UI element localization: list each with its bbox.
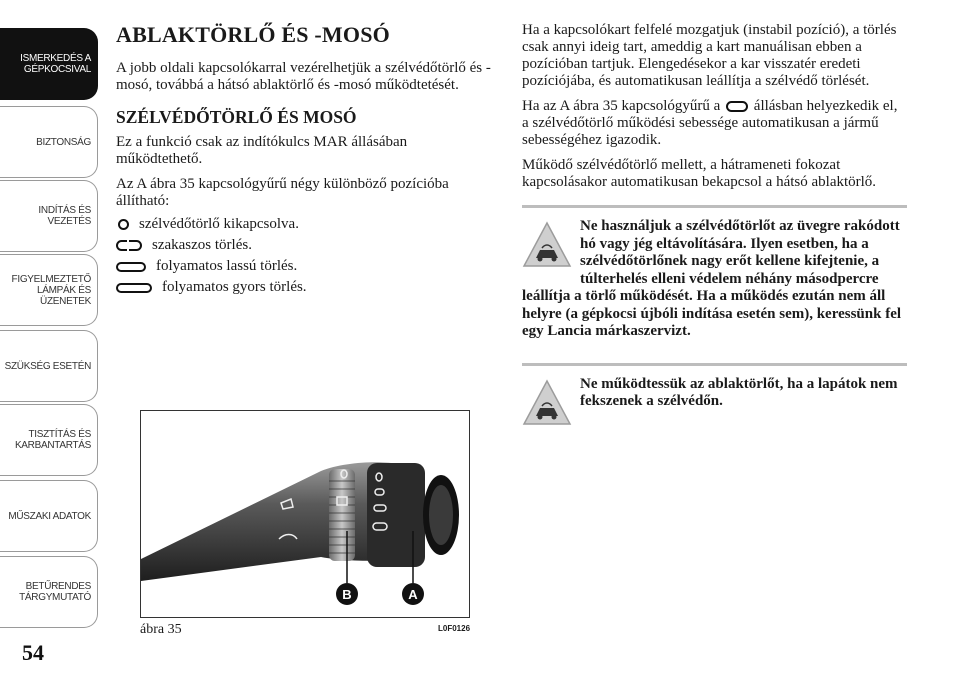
paragraph-mar: Ez a funkció csak az indítókulcs MAR állásában működtethető.: [116, 134, 408, 167]
list-item: szakaszos törlés.: [116, 235, 491, 256]
wiper-stalk-illustration: [141, 411, 470, 618]
tab-ismerkedes[interactable]: ISMERKEDÉS A GÉPKOCSIVAL: [0, 28, 98, 100]
page-number: 54: [22, 640, 44, 665]
callout-a-label: A: [408, 587, 418, 602]
slow-bar-icon: [116, 262, 146, 272]
paragraph-auto-speed: Ha az A ábra 35 kapcsológyűrű a állásban helyezkedik el, a szélvédőtörlő működési sebessége automatikusan a jármű sebességéhez igazodik.: [522, 98, 898, 148]
list-item: folyamatos gyors törlés.: [116, 277, 491, 298]
chapter-sidebar: [0, 0, 100, 686]
figure-caption: ábra 35: [140, 622, 182, 637]
auto-mode-icon: [726, 101, 748, 112]
left-column: [116, 22, 491, 298]
tab-szukseg[interactable]: SZÜKSÉG ESETÉN: [0, 330, 98, 402]
divider: [522, 205, 907, 208]
list-item: folyamatos lassú törlés.: [116, 256, 491, 277]
warning-triangle-icon: [522, 220, 572, 270]
figure-wiper-stalk: [140, 410, 470, 618]
tab-tisztitas[interactable]: TISZTÍTÁS ÉS KARBANTARTÁS: [0, 404, 98, 476]
callout-b-label: B: [342, 587, 352, 602]
paragraph-instabil: Ha a kapcsolókart felfelé mozgatjuk (instabil pozíció), a törlés csak annyi ideig tart, ameddig a kart manuálisan ebben a pozícióban tartjuk. Elengedésekor a kar visszatér eredeti pozíciójába, és automatikusan leállítja a szélvédő törlését.: [522, 22, 897, 89]
intermittent-icon: [116, 240, 142, 251]
tab-biztonsag[interactable]: BIZTONSÁG: [0, 106, 98, 178]
tab-inditas[interactable]: INDÍTÁS ÉS VEZETÉS: [0, 180, 98, 252]
figure-code: L0F0126: [438, 624, 471, 633]
right-column: [522, 22, 907, 430]
warning-box-snow: Ne használjuk a szélvédőtörlőt az üvegre rakódott hó vagy jég eltávolítására. Ilyen esetben, ha a szélvédőtörlőnek nagy erőt kellene kifejtenie, a túlterhelés elleni védelem néhány másodpercre leállítja a törlő működését. Ha a működés ezután nem áll helyre (a gépkocsi újbóli indítása esetén sem), keressünk fel egy Lancia márkaszervizt.: [522, 218, 902, 339]
fast-bar-icon: [116, 283, 152, 293]
warning-triangle-icon: [522, 378, 572, 428]
list-item: szélvédőtörlő kikapcsolva.: [116, 214, 491, 235]
paragraph-reverse: Működő szélvédőtörlő mellett, a hátrameneti fokozat kapcsolásakor automatikusan bekapcsol a hátsó ablaktörlő.: [522, 157, 877, 190]
position-list: [116, 214, 491, 298]
tab-figyelmezteto[interactable]: FIGYELMEZTETŐ LÁMPÁK ÉS ÜZENETEK: [0, 254, 98, 326]
paragraph-positions: Az A ábra 35 kapcsológyűrű négy különböző pozícióba állítható:: [116, 176, 449, 209]
section-title: SZÉLVÉDŐTÖRLŐ ÉS MOSÓ: [116, 107, 357, 127]
page-title: ABLAKTÖRLŐ ÉS -MOSÓ: [116, 22, 390, 47]
divider: [522, 363, 907, 366]
intro-paragraph: A jobb oldali kapcsolókarral vezérelhetjük a szélvédőtörlő és -mosó, továbbá a hátsó ablaktörlő és -mosó működtetését.: [116, 60, 491, 93]
off-circle-icon: [118, 219, 129, 230]
tab-muszaki[interactable]: MŰSZAKI ADATOK: [0, 480, 98, 552]
tab-targymutato[interactable]: BETŰRENDES TÁRGYMUTATÓ: [0, 556, 98, 628]
warning-box-blades: Ne működtessük az ablaktörlőt, ha a lapátok nem fekszenek a szélvédőn.: [522, 376, 907, 411]
